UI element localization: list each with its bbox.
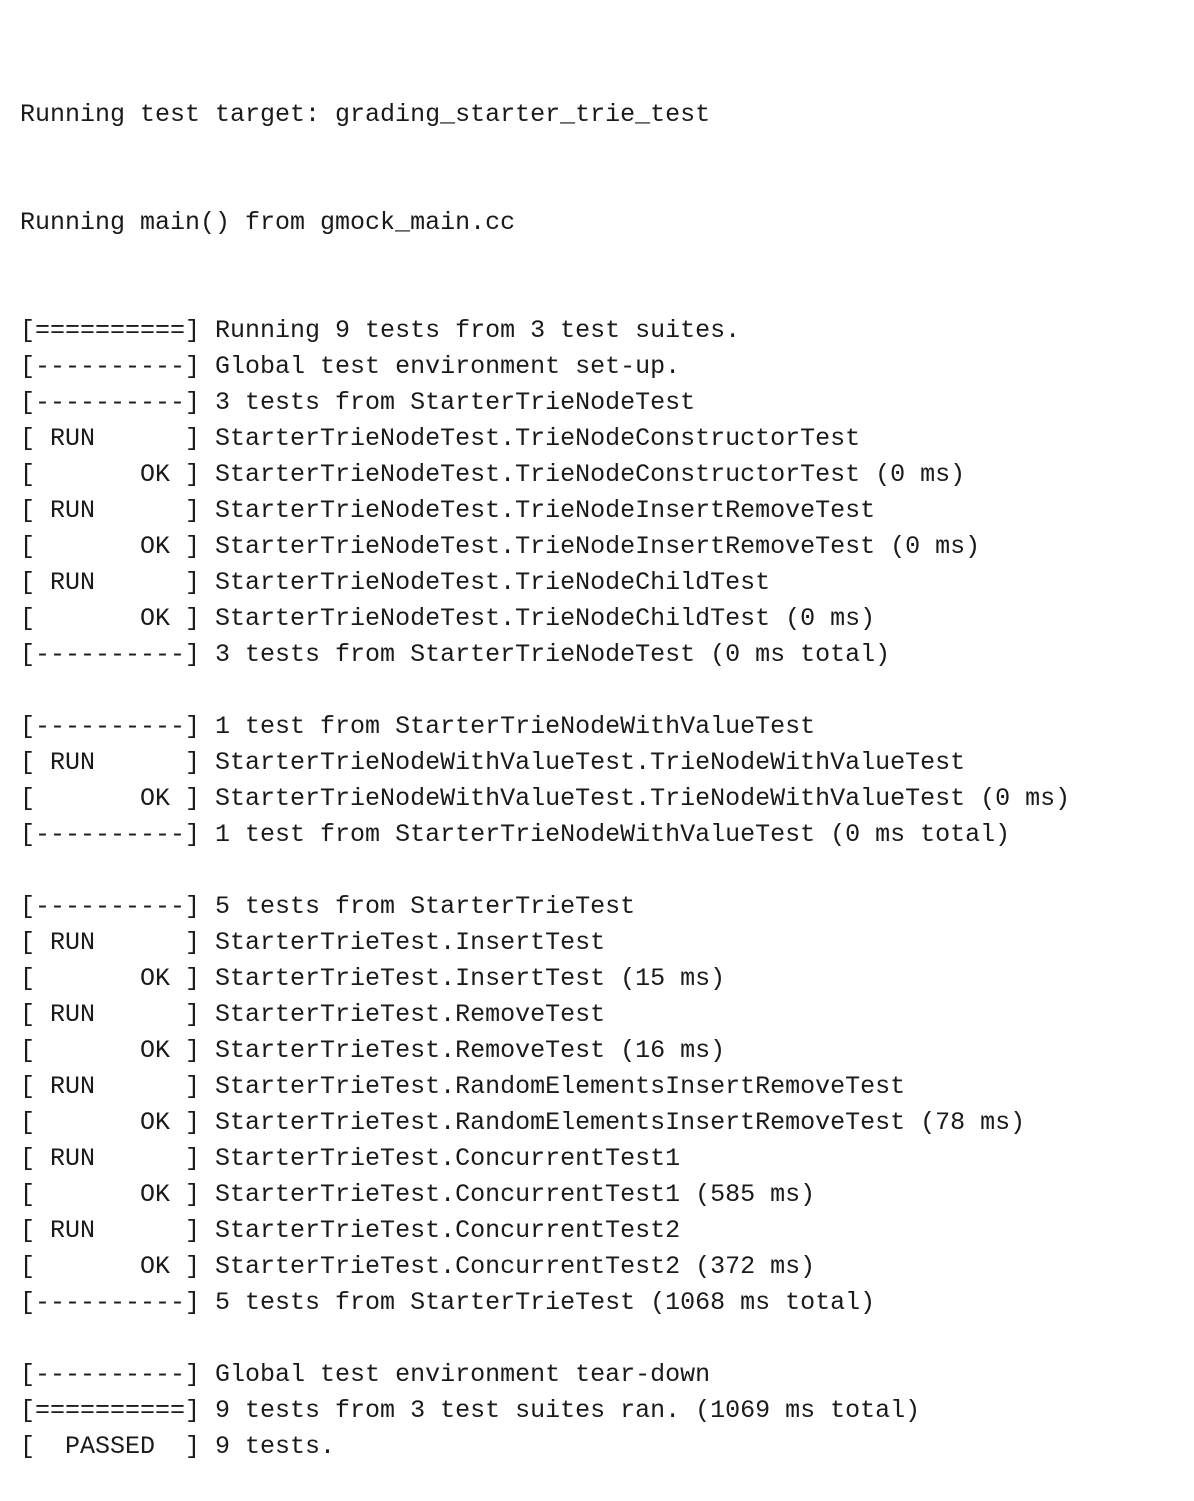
status-tag: [ RUN ] [20, 1072, 201, 1101]
status-tag: [ RUN ] [20, 1000, 201, 1029]
log-text: 5 tests from StarterTrieTest [200, 892, 636, 921]
status-tag: [ OK ] [20, 532, 201, 561]
log-text: StarterTrieNodeWithValueTest.TrieNodeWithValueTest (0 ms) [200, 784, 1071, 813]
log-line [20, 385, 1180, 421]
log-line [20, 1249, 1180, 1285]
log-text: StarterTrieTest.RemoveTest [200, 1000, 606, 1029]
log-text: StarterTrieTest.RandomElementsInsertRemoveTest (78 ms) [200, 1108, 1026, 1137]
log-line [20, 1177, 1180, 1213]
log-line [20, 493, 1180, 529]
log-line [20, 1393, 1180, 1429]
log-line [20, 817, 1180, 853]
log-line [20, 1141, 1180, 1177]
status-tag: [ RUN ] [20, 1144, 201, 1173]
status-tag: [ PASSED ] [20, 1432, 201, 1461]
log-text: StarterTrieNodeWithValueTest.TrieNodeWithValueTest [200, 748, 966, 777]
log-text: 9 tests from 3 test suites ran. (1069 ms total) [200, 1396, 921, 1425]
log-line [20, 1285, 1180, 1321]
status-tag: [ RUN ] [20, 748, 201, 777]
log-line [20, 565, 1180, 601]
terminal-output [20, 25, 1180, 1501]
log-line [20, 781, 1180, 817]
log-line [20, 457, 1180, 493]
log-text: StarterTrieTest.RandomElementsInsertRemoveTest [200, 1072, 906, 1101]
log-text: 1 test from StarterTrieNodeWithValueTest (0 ms total) [200, 820, 1011, 849]
test-log [20, 313, 1180, 1465]
log-line [20, 637, 1180, 673]
log-text: StarterTrieNodeTest.TrieNodeConstructorTest (0 ms) [200, 460, 966, 489]
status-tag: [ RUN ] [20, 424, 201, 453]
test-target-line: Running test target: grading_starter_trie_test [20, 100, 711, 129]
status-tag: [----------] [20, 388, 201, 417]
status-tag: [ OK ] [20, 964, 201, 993]
status-tag: [ OK ] [20, 604, 201, 633]
status-tag: [ OK ] [20, 784, 201, 813]
log-text: 3 tests from StarterTrieNodeTest (0 ms total) [200, 640, 891, 669]
log-text: Global test environment set-up. [200, 352, 681, 381]
blank-line [20, 853, 1180, 889]
log-text: StarterTrieTest.ConcurrentTest1 [200, 1144, 681, 1173]
log-text: Global test environment tear-down [200, 1360, 711, 1389]
status-tag: [ OK ] [20, 1036, 201, 1065]
log-line [20, 961, 1180, 997]
status-tag: [----------] [20, 1360, 201, 1389]
status-tag: [ RUN ] [20, 1216, 201, 1245]
log-line [20, 709, 1180, 745]
log-text: 9 tests. [200, 1432, 336, 1461]
status-tag: [ RUN ] [20, 928, 201, 957]
log-line [20, 1213, 1180, 1249]
log-text: StarterTrieNodeTest.TrieNodeConstructorTest [200, 424, 861, 453]
log-line [20, 925, 1180, 961]
log-line [20, 313, 1180, 349]
log-line [20, 1105, 1180, 1141]
log-line [20, 1069, 1180, 1105]
blank-line [20, 1321, 1180, 1357]
log-text: Running 9 tests from 3 test suites. [200, 316, 741, 345]
log-text: StarterTrieNodeTest.TrieNodeInsertRemoveTest (0 ms) [200, 532, 981, 561]
log-line [20, 997, 1180, 1033]
log-text: StarterTrieTest.RemoveTest (16 ms) [200, 1036, 726, 1065]
log-text: 5 tests from StarterTrieTest (1068 ms total) [200, 1288, 876, 1317]
status-tag: [==========] [20, 1396, 201, 1425]
log-text: StarterTrieTest.ConcurrentTest2 [200, 1216, 681, 1245]
status-tag: [----------] [20, 640, 201, 669]
log-text: StarterTrieTest.ConcurrentTest2 (372 ms) [200, 1252, 816, 1281]
log-text: StarterTrieNodeTest.TrieNodeInsertRemoveTest [200, 496, 876, 525]
log-text: StarterTrieNodeTest.TrieNodeChildTest [200, 568, 771, 597]
log-text: 3 tests from StarterTrieNodeTest [200, 388, 696, 417]
status-tag: [ OK ] [20, 1252, 201, 1281]
log-line [20, 529, 1180, 565]
status-tag: [----------] [20, 820, 201, 849]
log-line [20, 349, 1180, 385]
log-line [20, 421, 1180, 457]
log-line [20, 889, 1180, 925]
log-text: StarterTrieNodeTest.TrieNodeChildTest (0 ms) [200, 604, 876, 633]
status-tag: [ RUN ] [20, 496, 201, 525]
status-tag: [----------] [20, 352, 201, 381]
status-tag: [ RUN ] [20, 568, 201, 597]
log-text: StarterTrieTest.InsertTest [200, 928, 606, 957]
status-tag: [ OK ] [20, 1180, 201, 1209]
log-text: StarterTrieTest.InsertTest (15 ms) [200, 964, 726, 993]
log-text: StarterTrieTest.ConcurrentTest1 (585 ms) [200, 1180, 816, 1209]
status-tag: [----------] [20, 712, 201, 741]
status-tag: [ OK ] [20, 1108, 201, 1137]
log-text: 1 test from StarterTrieNodeWithValueTest [200, 712, 816, 741]
status-tag: [ OK ] [20, 460, 201, 489]
log-line [20, 1357, 1180, 1393]
log-line [20, 745, 1180, 781]
log-line [20, 1429, 1180, 1465]
log-line [20, 1033, 1180, 1069]
status-tag: [----------] [20, 1288, 201, 1317]
status-tag: [----------] [20, 892, 201, 921]
status-tag: [==========] [20, 316, 201, 345]
log-line [20, 601, 1180, 637]
blank-line [20, 673, 1180, 709]
main-line: Running main() from gmock_main.cc [20, 208, 516, 237]
